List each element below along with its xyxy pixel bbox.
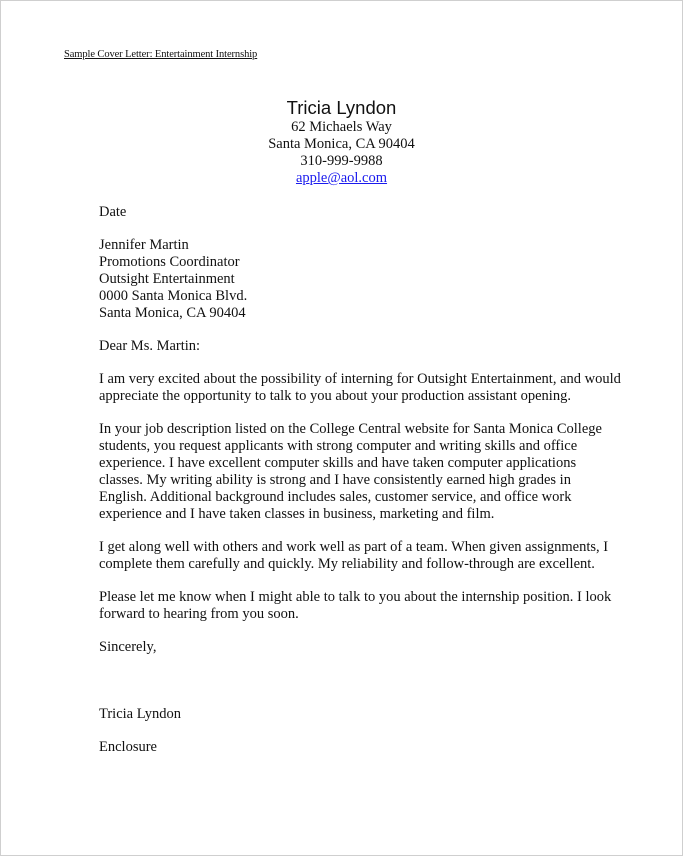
sender-city: Santa Monica, CA 90404 [268, 136, 415, 152]
paragraph-line: complete them carefully and quickly. My reliability and follow-through are excellent. [99, 556, 595, 572]
recipient-address [99, 237, 639, 322]
recipient-city: Santa Monica, CA 90404 [99, 305, 246, 321]
sender-phone: 310-999-9988 [300, 153, 383, 169]
recipient-name: Jennifer Martin [99, 237, 189, 253]
sender-header [1, 97, 682, 187]
paragraph-line: In your job description listed on the College Central website for Santa Monica College [99, 421, 602, 437]
paragraph-line: English. Additional background includes sales, customer service, and office work [99, 489, 572, 505]
sender-name: Tricia Lyndon [286, 97, 397, 118]
sender-email-link[interactable]: apple@aol.com [295, 170, 388, 186]
recipient-company: Outsight Entertainment [99, 271, 235, 287]
paragraph-4 [99, 589, 639, 623]
paragraph-3 [99, 539, 639, 573]
enclosure-note: Enclosure [99, 739, 157, 755]
paragraph-1 [99, 371, 639, 405]
letter-body [99, 204, 639, 756]
salutation: Dear Ms. Martin: [99, 338, 201, 354]
paragraph-line: Please let me know when I might able to talk to you about the internship position. I look [99, 589, 612, 605]
paragraph-line: I am very excited about the possibility of interning for Outsight Entertainment, and would [99, 371, 621, 387]
paragraph-line: experience and I have taken classes in business, marketing and film. [99, 506, 495, 522]
date-line: Date [99, 204, 127, 220]
paragraph-line: I get along well with others and work well as part of a team. When given assignments, I [99, 539, 609, 555]
paragraph-line: appreciate the opportunity to talk to you about your production assistant opening. [99, 388, 571, 404]
paragraph-2 [99, 421, 639, 523]
recipient-street: 0000 Santa Monica Blvd. [99, 288, 248, 304]
recipient-title: Promotions Coordinator [99, 254, 240, 270]
paragraph-line: classes. My writing ability is strong and I have consistently earned high grades in [99, 472, 571, 488]
paragraph-line: forward to hearing from you soon. [99, 606, 299, 622]
paragraph-line: experience. I have excellent computer skills and have taken computer applications [99, 455, 577, 471]
closing: Sincerely, [99, 639, 157, 655]
sender-street: 62 Michaels Way [291, 119, 392, 135]
paragraph-line: students, you request applicants with strong computer and writing skills and office [99, 438, 578, 454]
signature-name: Tricia Lyndon [99, 706, 182, 722]
document-title: Sample Cover Letter: Entertainment Internship [64, 49, 258, 60]
